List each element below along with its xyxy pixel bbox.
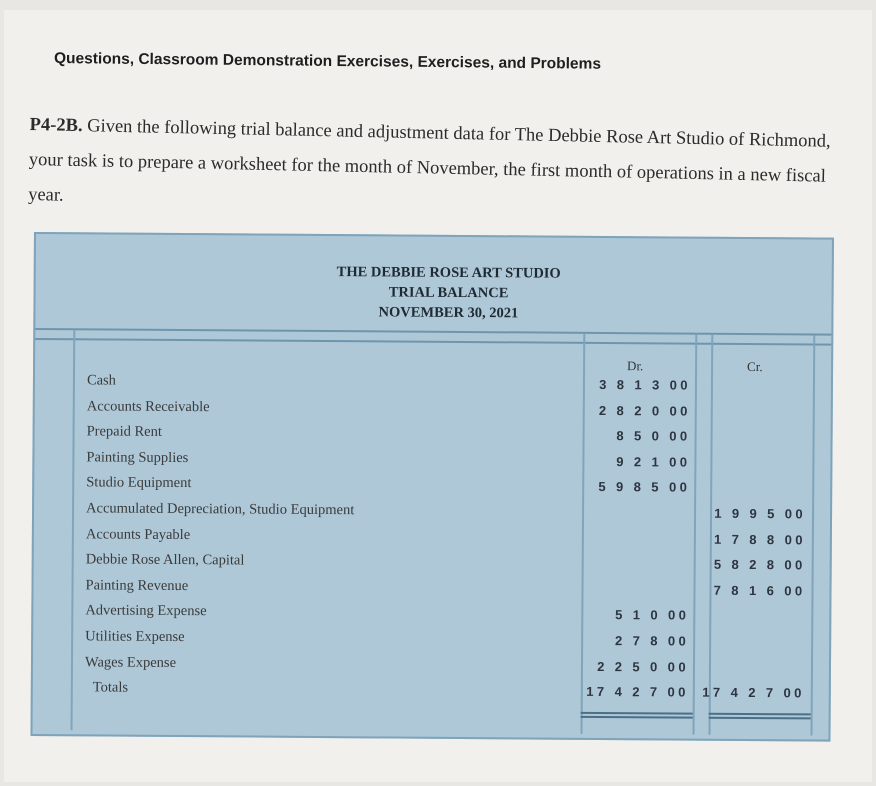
problem-text: Given the following trial balance and adjustment data for The Debbie Rose Art Studio of Richmond, your task is to prepare a worksheet for the month of November, the first month of operations in a new fiscal year.	[27, 116, 831, 206]
debit-amount: 3 8 1 3 00	[599, 376, 691, 393]
problem-statement	[28, 108, 860, 230]
dr-total-double-rule	[581, 712, 693, 715]
account-name: Painting Supplies	[86, 449, 189, 466]
left-rule	[71, 330, 76, 730]
dr-column-left-rule	[581, 334, 586, 734]
account-name: Accumulated Depreciation, Studio Equipment	[86, 500, 355, 519]
cr-total-double-rule	[709, 717, 811, 720]
debit-amount: 2 2 5 0 00	[597, 658, 690, 675]
report-title: TRIAL BALANCE	[388, 284, 509, 302]
account-name: Utilities Expense	[85, 628, 185, 646]
dr-column-right-rule	[693, 335, 698, 735]
account-name: Totals	[92, 679, 129, 696]
account-name: Painting Revenue	[85, 577, 189, 594]
account-name: Advertising Expense	[85, 602, 207, 620]
account-name: Accounts Receivable	[86, 397, 210, 415]
account-name: Studio Equipment	[86, 474, 192, 492]
section-title: Questions, Classroom Demonstration Exercises, Exercises, and Problems	[53, 50, 602, 73]
debit-amount: 2 7 8 00	[614, 633, 690, 649]
dr-total-double-rule	[581, 716, 693, 719]
dr-column-header: Dr.	[627, 358, 644, 374]
trial-balance-header	[35, 234, 832, 336]
credit-amount: 17 4 2 7 00	[702, 684, 805, 701]
credit-amount: 5 8 2 8 00	[713, 556, 806, 573]
account-name: Cash	[86, 372, 117, 389]
problem-number: P4-2B.	[29, 114, 83, 137]
report-date: NOVEMBER 30, 2021	[378, 304, 519, 322]
cr-column-header: Cr.	[747, 358, 763, 375]
debit-amount: 17 4 2 7 00	[586, 684, 689, 700]
account-name: Debbie Rose Allen, Capital	[85, 551, 245, 569]
debit-amount: 5 1 0 00	[615, 607, 690, 623]
credit-amount: 1 9 9 5 00	[714, 505, 807, 522]
page	[4, 10, 872, 782]
debit-amount: 8 5 0 00	[616, 428, 691, 444]
debit-amount: 9 2 1 00	[616, 453, 691, 470]
account-name: Prepaid Rent	[86, 423, 162, 441]
cr-column-right-rule	[811, 335, 816, 735]
account-name: Wages Expense	[84, 653, 177, 671]
company-name: THE DEBBIE ROSE ART STUDIO	[336, 264, 561, 282]
credit-amount: 7 8 1 6 00	[713, 582, 806, 599]
debit-amount: 2 8 2 0 00	[598, 402, 691, 419]
credit-amount: 1 7 8 8 00	[713, 531, 806, 547]
debit-amount: 5 9 8 5 00	[598, 479, 691, 495]
cr-column-left-rule	[709, 335, 714, 735]
trial-balance-form	[30, 232, 833, 742]
cr-total-double-rule	[709, 713, 811, 716]
account-name: Accounts Payable	[85, 525, 191, 543]
